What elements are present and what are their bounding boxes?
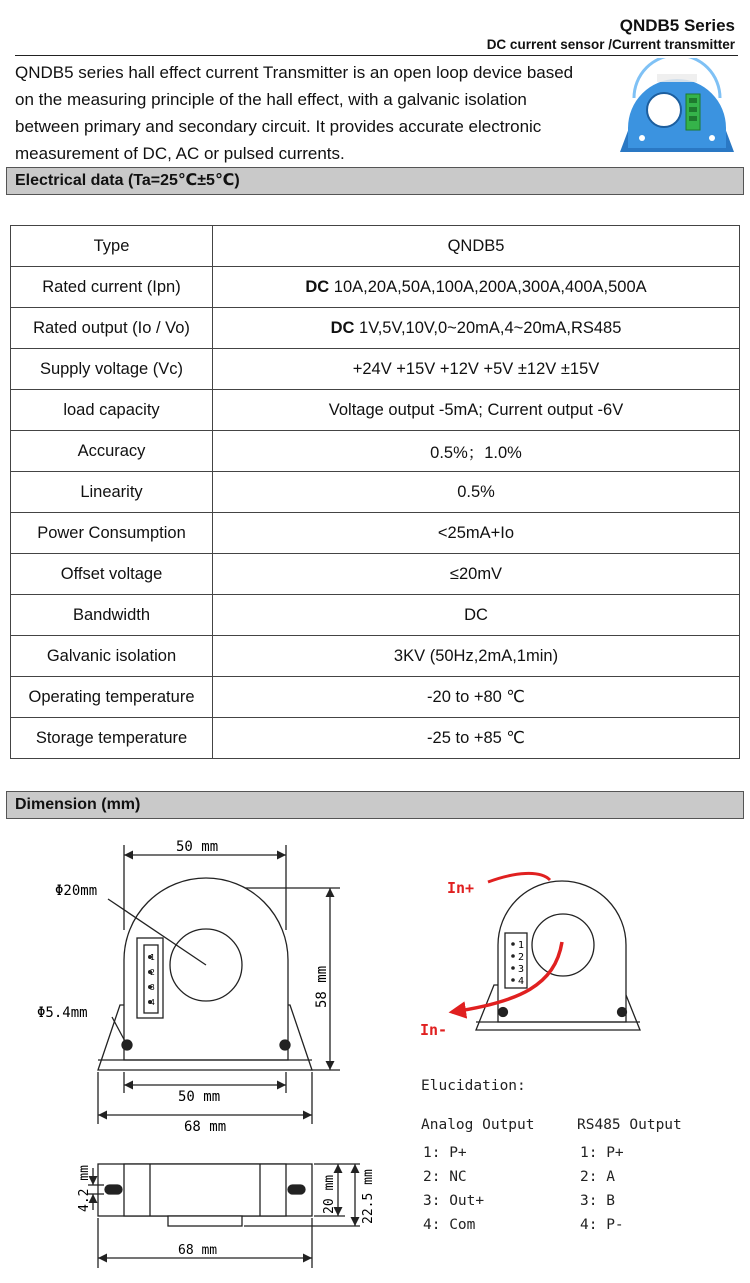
spec-label: Bandwidth [11, 595, 213, 636]
section-electrical-data: Electrical data (Ta=25℃±5℃) [6, 167, 744, 195]
dim-top-width: 50 mm [176, 839, 219, 855]
spec-label: Power Consumption [11, 513, 213, 554]
spec-value: 0.5% [213, 472, 740, 513]
product-photo [612, 58, 742, 158]
elucidation-title: Elucidation: [421, 1078, 526, 1094]
analog-pin-4: 4: Com [423, 1217, 476, 1233]
dim-base-68: 68 mm [184, 1119, 227, 1135]
side-view [88, 1164, 360, 1268]
direction-pin-4: 4 [518, 976, 525, 987]
spec-value: 3KV (50Hz,2mA,1min) [213, 636, 740, 677]
dim-side-20: 20 mm [322, 1174, 337, 1214]
front-pin-3: 3 [150, 983, 155, 992]
table-row [11, 636, 740, 677]
dim-side-22-5: 22.5 mm [361, 1169, 376, 1224]
spec-value: <25mA+Io [213, 513, 740, 554]
spec-value: 0.5%；1.0% [213, 431, 740, 472]
spec-label: load capacity [11, 390, 213, 431]
section-dimension: Dimension (mm) [6, 791, 744, 819]
front-pin-2: 2 [150, 968, 155, 977]
spec-label: Supply voltage (Vc) [11, 349, 213, 390]
analog-output-title: Analog Output [421, 1117, 535, 1133]
table-row [11, 677, 740, 718]
rs485-pin-1: 1: P+ [580, 1145, 624, 1161]
spec-value: DC 10A,20A,50A,100A,200A,300A,400A,500A [213, 267, 740, 308]
intro-paragraph: QNDB5 series hall effect current Transmitter is an open loop device based on the measuring principle of the hall effect, with a galvanic isolation between primary and secondary circuit. It provides accurate electronic measurement of DC, AC or pulsed currents. [15, 63, 574, 163]
dim-height: 58 mm [314, 965, 330, 1008]
spec-value: Voltage output -5mA; Current output -6V [213, 390, 740, 431]
spec-label: Accuracy [11, 431, 213, 472]
spec-label: Galvanic isolation [11, 636, 213, 677]
direction-pin-3: 3 [518, 964, 525, 975]
table-row [11, 267, 740, 308]
direction-pin-1: 1 [518, 940, 525, 951]
spec-label: Type [11, 226, 213, 267]
current-in-arrow [488, 873, 550, 882]
spec-value: QNDB5 [213, 226, 740, 267]
table-row [11, 349, 740, 390]
table-row [11, 718, 740, 759]
spec-value: DC 1V,5V,10V,0~20mA,4~20mA,RS485 [213, 308, 740, 349]
table-row [11, 226, 740, 267]
table-row [11, 308, 740, 349]
direction-pin-2: 2 [518, 952, 525, 963]
in-plus-label: In+ [447, 879, 475, 897]
header-divider [15, 55, 738, 56]
spec-label: Rated output (Io / Vo) [11, 308, 213, 349]
dim-hole-diameter: Φ20mm [55, 883, 98, 899]
dim-side-68: 68 mm [178, 1243, 218, 1258]
spec-value: -20 to +80 ℃ [213, 677, 740, 718]
spec-label: Linearity [11, 472, 213, 513]
dim-mount-diameter: Φ5.4mm [37, 1005, 88, 1021]
table-row [11, 513, 740, 554]
spec-label: Offset voltage [11, 554, 213, 595]
rs485-pin-3: 3: B [580, 1193, 615, 1209]
table-row [11, 431, 740, 472]
table-row [11, 595, 740, 636]
table-row [11, 554, 740, 595]
rs485-pin-4: 4: P- [580, 1217, 624, 1233]
dimension-drawing [0, 830, 750, 1280]
rs485-pin-2: 2: A [580, 1169, 615, 1185]
series-title: QNDB5 Series [619, 16, 735, 35]
spec-value: ≤20mV [213, 554, 740, 595]
spec-value: -25 to +85 ℃ [213, 718, 740, 759]
front-pin-4: 4 [150, 998, 155, 1007]
rs485-output-title: RS485 Output [577, 1117, 682, 1133]
front-view [98, 845, 340, 1124]
spec-value: +24V +15V +12V +5V ±12V ±15V [213, 349, 740, 390]
front-pin-1: 1 [150, 953, 155, 962]
analog-pin-2: 2: NC [423, 1169, 467, 1185]
dim-side-4-2: 4.2 mm [77, 1165, 92, 1212]
analog-pin-1: 1: P+ [423, 1145, 467, 1161]
spec-label: Storage temperature [11, 718, 213, 759]
analog-pin-3: 3: Out+ [423, 1193, 485, 1209]
in-minus-label: In- [420, 1021, 448, 1039]
spec-label: Rated current (Ipn) [11, 267, 213, 308]
electrical-spec-table [10, 225, 740, 759]
table-row [11, 472, 740, 513]
table-row [11, 390, 740, 431]
spec-value: DC [213, 595, 740, 636]
series-subtitle: DC current sensor /Current transmitter [486, 37, 735, 52]
spec-label: Operating temperature [11, 677, 213, 718]
dim-base-50: 50 mm [178, 1089, 221, 1105]
